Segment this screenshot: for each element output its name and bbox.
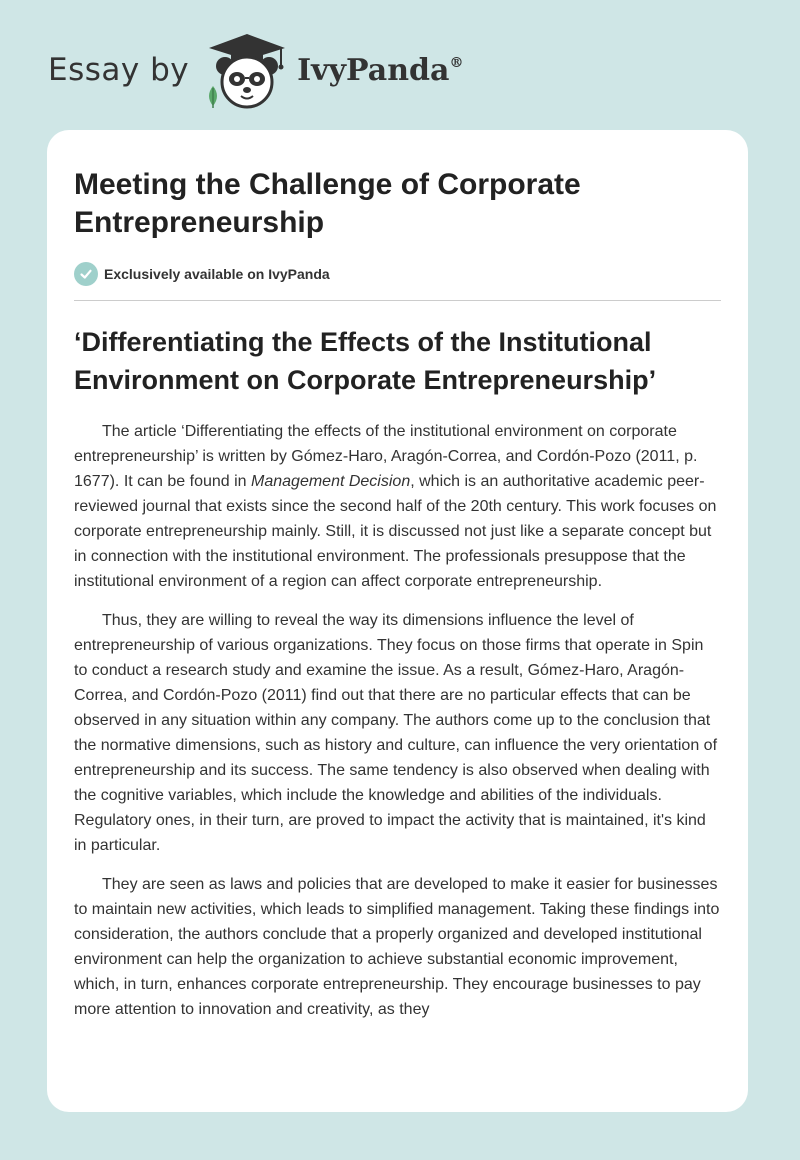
checkmark-icon [74,262,98,286]
essay-by-label: Essay by [48,52,190,88]
panda-graduate-icon[interactable] [203,30,291,110]
journal-name: Management Decision [251,473,411,490]
site-header [48,30,463,110]
paragraph-3: They are seen as laws and policies that are developed to make it easier for businesses to maintain new activities, which leads to simplified management. Taking these findings into consideration, the authors conclude that a properly organized and developed institutional environment can help the organization to achieve substantial economic improvement, which, in turn, enhances corporate entrepreneurship. They encourage businesses to pay more attention to innovation and creativity, as they [74,876,720,1018]
exclusive-badge [74,262,721,286]
brand-label: IvyPanda [297,52,450,88]
article-body [74,419,721,1022]
section-heading: ‘Differentiating the Effects of the Institutional Environment on Corporate Entrepreneurship’ [74,327,657,395]
paragraph-1 [74,419,721,594]
essay-card [47,130,748,1112]
badge-label: Exclusively available on IvyPanda [104,266,330,282]
paragraph-1-start: The article ‘Differentiating the effects of the institutional environment on corporate entrepreneurship’ is written by Gómez-Haro, Aragón-Correa, and Cordón-Pozo (2011, p. 1677). It can be found in [74,423,698,490]
page-title: Meeting the Challenge of Corporate Entrepreneurship [74,168,581,239]
divider [74,300,721,301]
brand-name[interactable] [297,53,463,88]
paragraph-2: Thus, they are willing to reveal the way its dimensions influence the level of entrepreneurship of various organizations. They focus on those firms that operate in Spin to conduct a research study and examine the issue. As a result, Gómez-Haro, Aragón-Correa, and Cordón-Pozo (2011) find out that there are no particular effects that can be observed in any situation within any company. The authors come up to the conclusion that the normative dimensions, such as history and culture, can influence the very orientation of entrepreneurship and its success. The same tendency is also observed when dealing with the cognitive variables, which include the knowledge and abilities of the individuals. Regulatory ones, in their turn, are proved to impact the activity that is maintained, it's kind in particular. [74,612,718,854]
paragraph-1-end: , which is an authoritative academic peer-reviewed journal that exists since the second half of the 20th century. This work focuses on corporate entrepreneurship mainly. Still, it is discussed not just like a separate concept but in connection with the institutional environment. The professionals presuppose that the institutional environment of a region can affect corporate entrepreneurship. [74,473,717,590]
registered-mark: ® [449,54,464,71]
